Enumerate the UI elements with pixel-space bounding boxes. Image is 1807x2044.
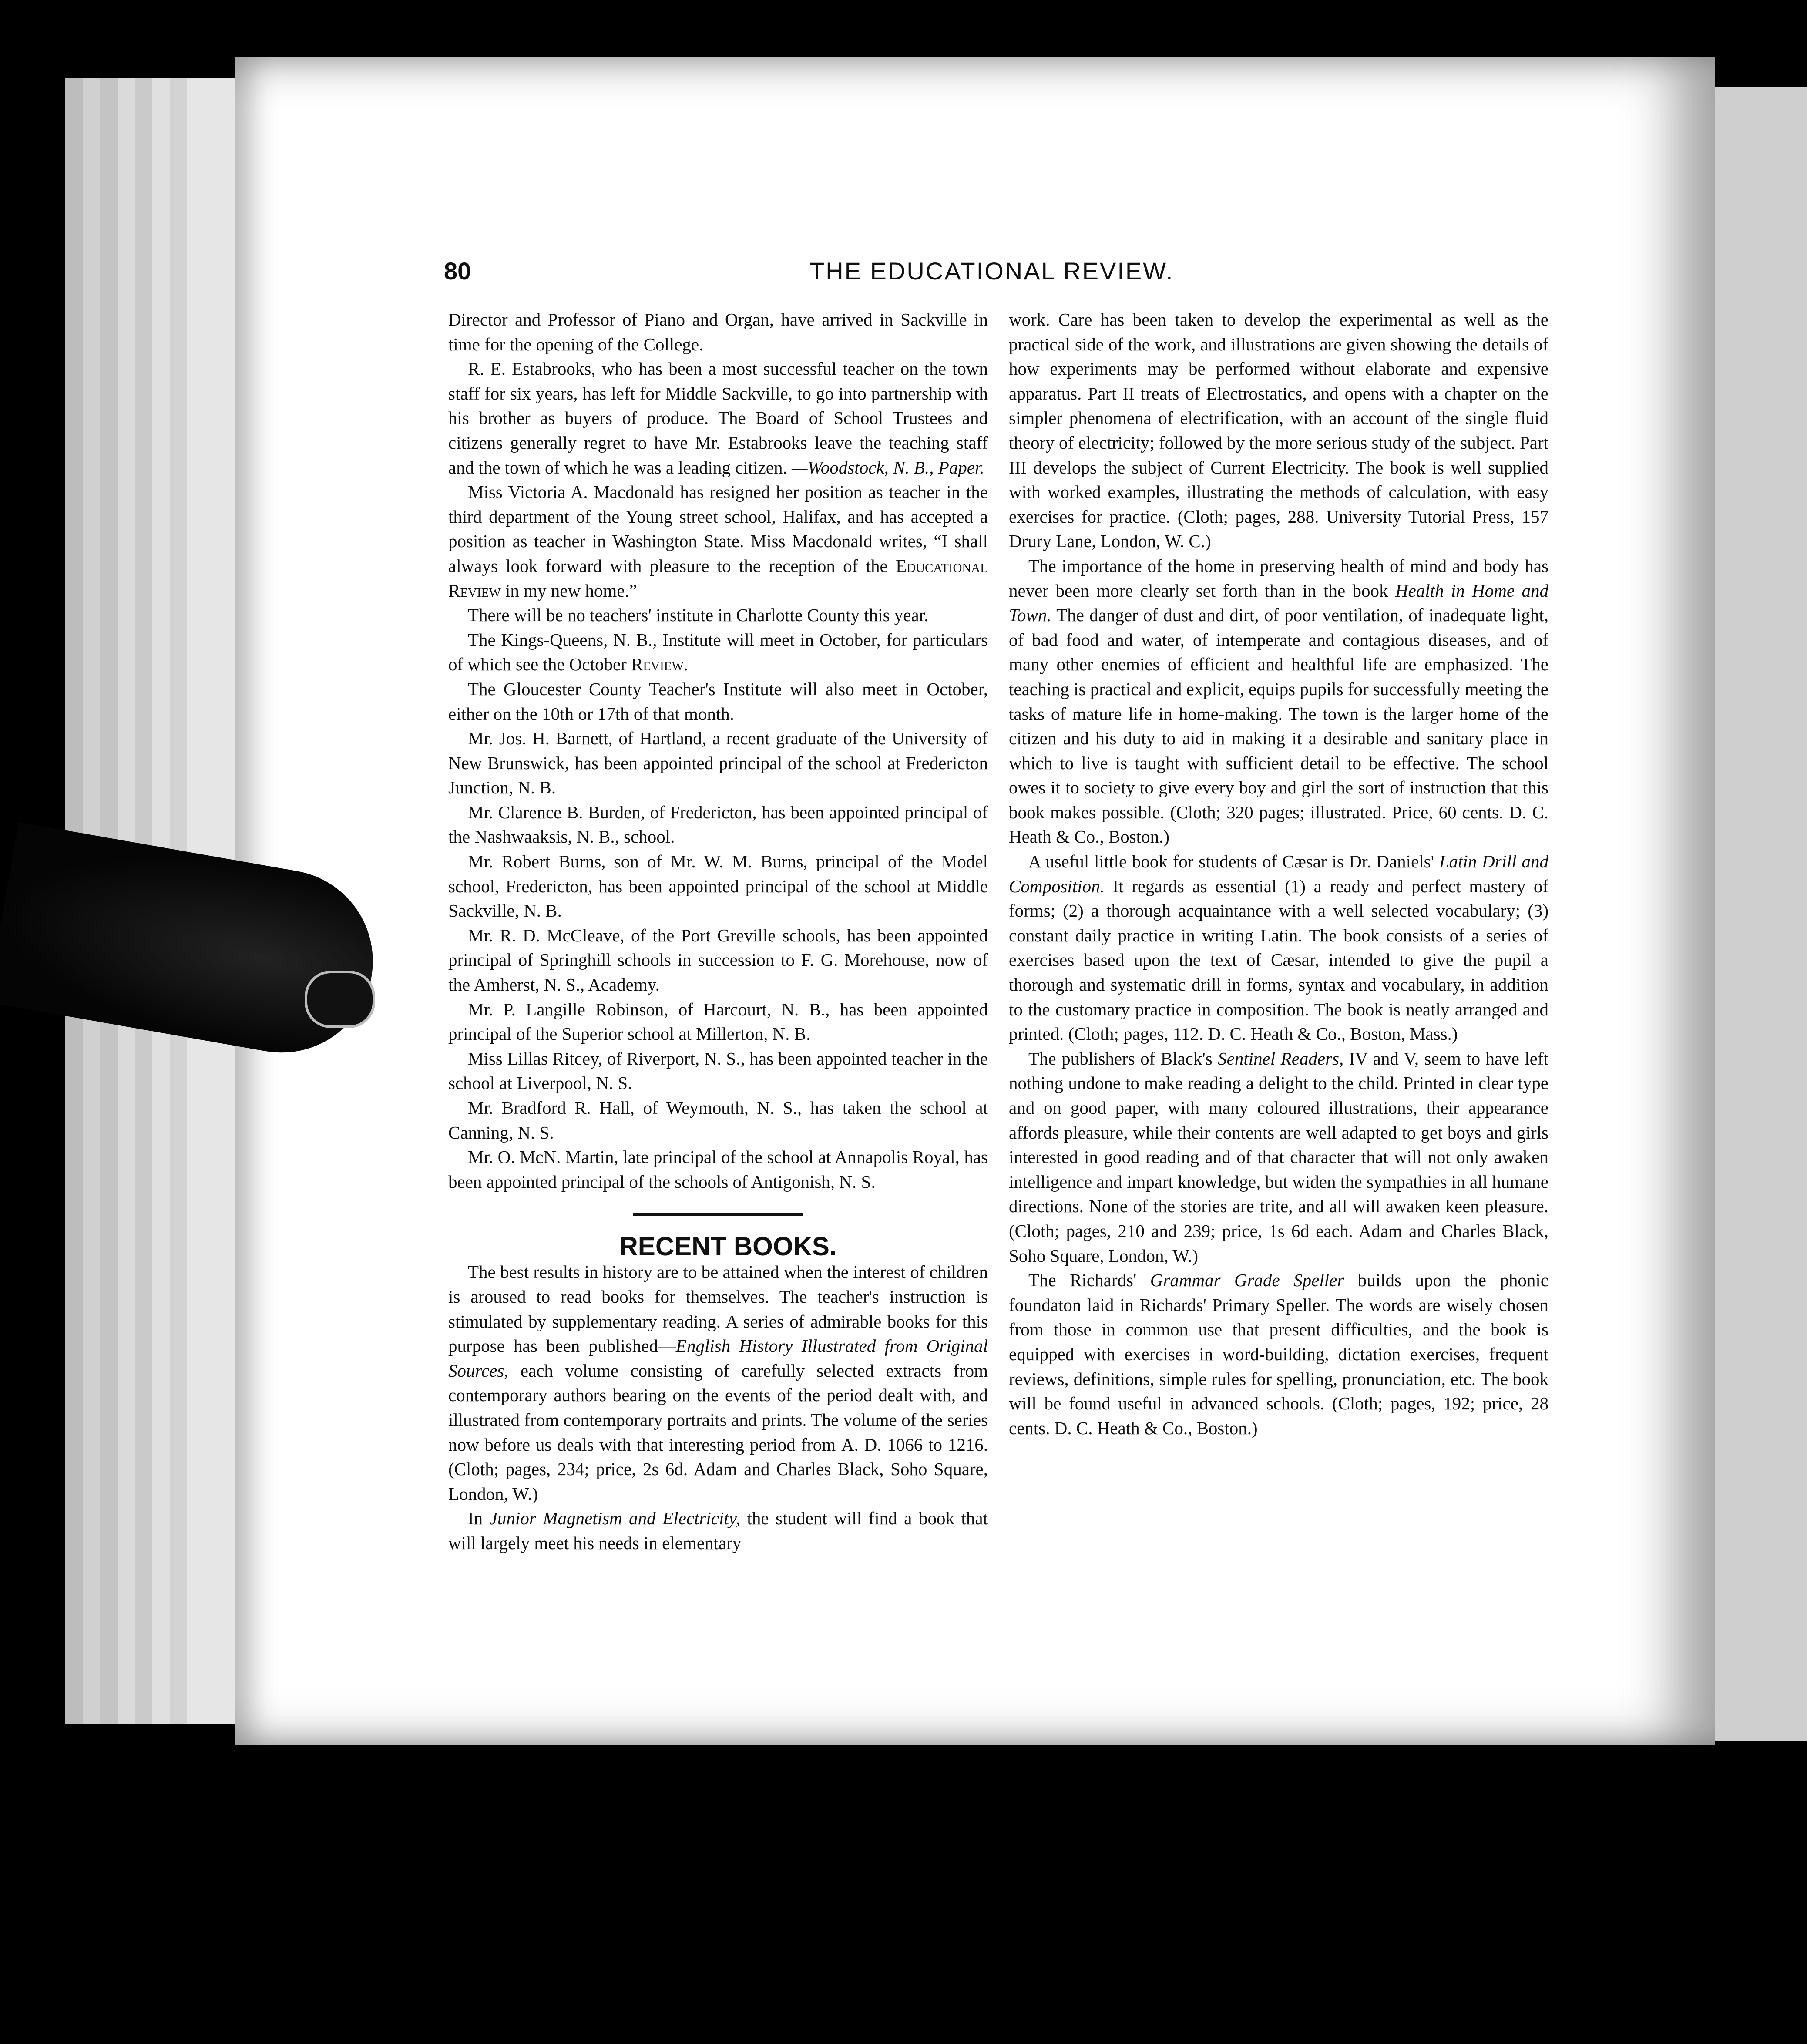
paragraph: Mr. Clarence B. Burden, of Fredericton, has been appointed principal of the Nashwaaksis, N. B., school.	[448, 802, 988, 847]
paragraph: In Junior Magnetism and Electricity, the student will find a book that will largely meet his needs in elementary	[448, 1508, 988, 1553]
paragraph: Mr. R. D. McCleave, of the Port Greville schools, has been appointed principal of Springhill schools in succession to F. G. Morehouse, now of the Amherst, N. S., Academy.	[448, 925, 988, 995]
paragraph: Director and Professor of Piano and Organ, have arrived in Sackville in time for the opening of the College.	[448, 309, 988, 354]
paragraph: work. Care has been taken to develop the experimental as well as the practical side of the work, and illustrations are given showing the details of how experiments may be performed without elaborate and expensive apparatus. Part II treats of Electrostatics, and opens with a chapter on the simpler phenomena of electrification, with an account of the single fluid theory of electricity; followed by the more serious study of the subject. Part III develops the subject of Current Electricity. The book is well supplied with worked examples, illustrating the methods of calculation, with easy exercises for practice. (Cloth; pages, 288. University Tutorial Press, 157 Drury Lane, London, W. C.)	[1009, 309, 1548, 551]
thumbnail-highlight	[305, 971, 375, 1028]
paragraph: R. E. Estabrooks, who has been a most successful teacher on the town staff for six years, has left for Middle Sackville, to go into partnership with his brother as buyers of produce. The Board of School Trustees and citizens generally regret to have Mr. Estabrooks leave the teaching staff and the town of which he was a leading citizen. —Woodstock, N. B., Paper.	[448, 359, 988, 477]
section-title: RECENT BOOKS.	[619, 1232, 837, 1261]
paragraph: The best results in history are to be attained when the interest of children is aroused to read books for themselves. The teacher's instruction is stimulated by supplementary reading. A series of admirable books for this purpose has been published—English History Illustrated from Original Sources, each volume consisting of carefully selected extracts from contemporary authors bearing on the events of the period dealt with, and illustrated from contemporary portraits and prints. The volume of the series now before us deals with that interesting period from A. D. 1066 to 1216. (Cloth; pages, 234; price, 2s 6d. Adam and Charles Black, Soho Square, London, W.)	[448, 1262, 988, 1504]
paragraph: There will be no teachers' institute in Charlotte County this year.	[468, 605, 929, 625]
page-number: 80	[444, 257, 471, 285]
page-header	[444, 257, 1293, 296]
paragraph: Mr. Bradford R. Hall, of Weymouth, N. S., has taken the school at Canning, N. S.	[448, 1098, 988, 1143]
paragraph: The Kings-Queens, N. B., Institute will meet in October, for particulars of which see the October Review.	[448, 629, 988, 675]
facing-page-edge	[1710, 87, 1807, 1741]
paragraph: Mr. P. Langille Robinson, of Harcourt, N. B., has been appointed principal of the Superior school at Millerton, N. B.	[448, 999, 988, 1044]
paragraph: Miss Victoria A. Macdonald has resigned her position as teacher in the third department of the Young street school, Halifax, and has accepted a position as teacher in Washington State. Miss Macdonald writes, “I shall always look forward with pleasure to the reception of the Educational Review in my new home.”	[448, 482, 988, 601]
paragraph: The importance of the home in preserving health of mind and body has never been more clearly set forth than in the book Health in Home and Town. The danger of dust and dirt, of poor ventilation, of inadequate light, of bad food and water, of intemperate and contagious diseases, and of many other enemies of efficient and healthful life are emphasized. The teaching is practical and explicit, equips pupils for successfully meeting the tasks of mature life in home-making. The town is the larger home of the citizen and his duty to aid in making it a desirable and sanitary place in which to live is taught with sufficient detail to be effective. The school owes it to society to give every boy and girl the sort of instruction that this book makes possible. (Cloth; 320 pages; illustrated. Price, 60 cents. D. C. Heath & Co., Boston.)	[1009, 555, 1548, 847]
paragraph: Miss Lillas Ritcey, of Riverport, N. S., has been appointed teacher in the school at Liverpool, N. S.	[448, 1048, 988, 1093]
paragraph: Mr. Jos. H. Barnett, of Hartland, a recent graduate of the University of New Brunswick, has been appointed principal of the school at Fredericton Junction, N. B.	[448, 728, 988, 798]
paragraph: The Richards' Grammar Grade Speller builds upon the phonic foundaton laid in Richards' Primary Speller. The words are wisely chosen from those in common use that present difficulties, and the book is equipped with exercises in word-building, dictation exercises, frequent reviews, definitions, simple rules for spelling, pronunciation, etc. The book will be found useful in advanced schools. (Cloth; pages, 192; price, 28 cents. D. C. Heath & Co., Boston.)	[1009, 1270, 1549, 1438]
paragraph: The Gloucester County Teacher's Institute will also meet in October, either on the 10th or 17th of that month.	[448, 679, 988, 724]
source-citation: —Woodstock, N. B., Paper.	[792, 457, 984, 477]
right-column	[1009, 307, 1548, 1440]
paragraph: Mr. Robert Burns, son of Mr. W. M. Burns, principal of the Model school, Fredericton, has been appointed principal of the school at Middle Sackville, N. B.	[448, 851, 988, 921]
section-divider	[633, 1213, 803, 1216]
paragraph: Mr. O. McN. Martin, late principal of the school at Annapolis Royal, has been appointed principal of the schools of Antigonish, N. S.	[448, 1147, 988, 1192]
paragraph: The publishers of Black's Sentinel Readers, IV and V, seem to have left nothing undone to make reading a delight to the child. Printed in clear type and on good paper, with many coloured illustrations, their appearance affords pleasure, while their contents are well adapted to get boys and girls interested in good reading and of that character that will not only awaken intelligence and impart knowledge, but widen the sympathies in all humane directions. None of the stories are trite, and all will awaken keen pleasure. (Cloth; pages, 210 and 239; price, 1s 6d each. Adam and Charles Black, Soho Square, London, W.)	[1009, 1048, 1549, 1266]
running-title: THE EDUCATIONAL REVIEW.	[809, 257, 1174, 285]
left-column	[448, 307, 988, 1556]
paragraph: A useful little book for students of Cæsar is Dr. Daniels' Latin Drill and Composition. It regards as essential (1) a ready and perfect mastery of forms; (2) a thorough acquaintance with a well selected vocabulary; (3) constant daily practice in writing Latin. The book consists of a series of exercises based upon the text of Cæsar, intended to give the pupil a thorough and systematic drill in forms, syntax and vocabulary, in addition to the customary practice in composition. The book is neatly arranged and printed. (Cloth; pages, 112. D. C. Heath & Co., Boston, Mass.)	[1009, 851, 1549, 1044]
